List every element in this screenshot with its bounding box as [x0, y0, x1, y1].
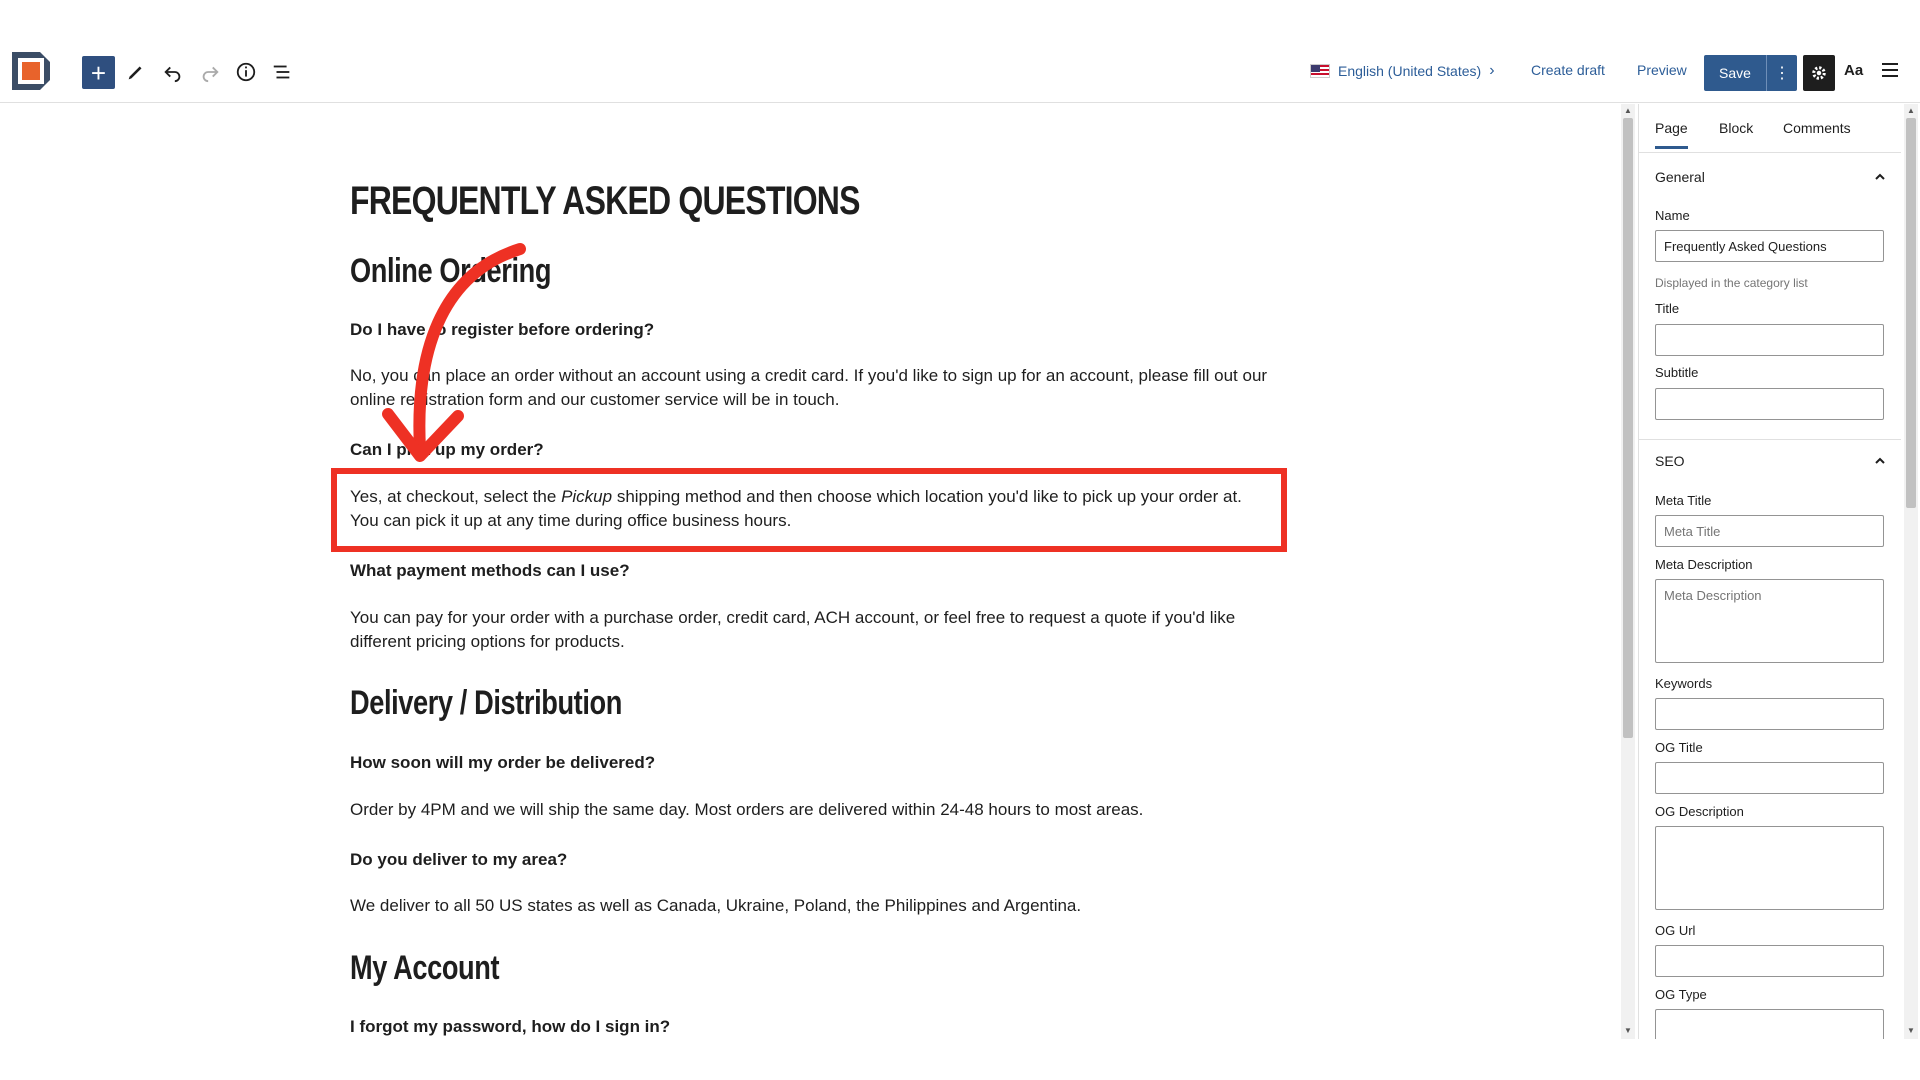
faq-question[interactable]: Do I have to register before ordering?	[350, 320, 655, 339]
general-panel-toggle[interactable]: General	[1655, 169, 1705, 185]
undo-button[interactable]	[157, 56, 189, 88]
save-button[interactable]: Save	[1704, 55, 1766, 91]
name-help-text: Displayed in the category list	[1655, 276, 1808, 290]
language-label: English (United States)	[1338, 63, 1482, 79]
list-view-button[interactable]	[266, 56, 298, 88]
faq-question[interactable]: What payment methods can I use?	[350, 561, 630, 580]
subtitle-label: Subtitle	[1655, 365, 1699, 380]
redo-icon	[199, 61, 221, 83]
tab-comments[interactable]: Comments	[1783, 120, 1851, 136]
language-switcher[interactable]	[1310, 62, 1495, 80]
chevron-up-icon[interactable]	[1873, 454, 1887, 468]
faq-answer[interactable]: No, you can place an order without an account using a credit card. If you'd like to sign up for an account, please fill out our online registration form and our customer service will be in touch.	[350, 366, 1268, 409]
section-heading[interactable]: Delivery / Distribution	[350, 684, 622, 722]
sidebar-tabs	[1639, 104, 1901, 153]
og-type-label: OG Type	[1655, 987, 1707, 1002]
tab-block[interactable]: Block	[1719, 120, 1754, 136]
og-title-label: OG Title	[1655, 740, 1703, 755]
og-url-label: OG Url	[1655, 923, 1696, 938]
more-vertical-icon: ⋮	[1774, 65, 1790, 82]
scroll-down-icon[interactable]: ▼	[1624, 1026, 1632, 1035]
subtitle-input[interactable]	[1655, 388, 1884, 420]
pencil-icon	[125, 61, 147, 83]
seo-panel-toggle[interactable]: SEO	[1655, 453, 1685, 469]
faq-answer-highlighted[interactable]: Yes, at checkout, select the Pickup shipping method and then choose which location you'd like to pick up your order at. You can pick it up at any time during office business hours.	[350, 487, 1242, 530]
edit-tool-button[interactable]	[120, 56, 152, 88]
section-heading[interactable]: Online Ordering	[350, 252, 552, 290]
sidebar-scrollbar[interactable]	[1904, 104, 1918, 1039]
faq-question[interactable]: How soon will my order be delivered?	[350, 753, 656, 772]
scroll-up-icon[interactable]: ▲	[1907, 106, 1915, 115]
og-description-textarea[interactable]	[1655, 826, 1884, 910]
og-title-input[interactable]	[1655, 762, 1884, 794]
keywords-input[interactable]	[1655, 698, 1884, 730]
meta-title-input[interactable]: Meta Title	[1655, 515, 1884, 547]
meta-description-textarea[interactable]: Meta Description	[1655, 579, 1884, 663]
highlight-annotation-box	[331, 468, 1287, 552]
settings-sidebar	[1638, 104, 1920, 1039]
meta-title-label: Meta Title	[1655, 493, 1712, 508]
editor-header	[0, 0, 1920, 103]
canvas-scrollbar[interactable]	[1621, 104, 1635, 1039]
keywords-label: Keywords	[1655, 676, 1713, 691]
annotation-arrow-icon	[370, 234, 540, 464]
typography-button[interactable]: Aa	[1844, 62, 1864, 79]
info-icon	[235, 61, 257, 83]
settings-button[interactable]	[1803, 55, 1835, 91]
tab-page[interactable]: Page	[1655, 120, 1688, 149]
scroll-down-icon[interactable]: ▼	[1907, 1026, 1915, 1035]
us-flag-icon	[1310, 64, 1330, 78]
faq-answer[interactable]: You can pay for your order with a purchase order, credit card, ACH account, or feel free to request a quote if you'd like different pricing options for products.	[350, 608, 1236, 651]
og-type-input[interactable]	[1655, 1009, 1884, 1039]
faq-question[interactable]: Can I pick up my order?	[350, 440, 544, 459]
title-input[interactable]	[1655, 324, 1884, 356]
hamburger-icon	[1882, 60, 1902, 80]
details-button[interactable]	[230, 56, 262, 88]
faq-question[interactable]: Do you deliver to my area?	[350, 850, 568, 869]
redo-button[interactable]	[194, 56, 226, 88]
chevron-right-icon: ›	[1489, 62, 1495, 79]
chevron-up-icon[interactable]	[1873, 170, 1887, 184]
faq-answer[interactable]: We deliver to all 50 US states as well as Canada, Ukraine, Poland, the Philippines and Argentina.	[350, 896, 1082, 915]
faq-question[interactable]: I forgot my password, how do I sign in?	[350, 1017, 671, 1036]
create-draft-button[interactable]: Create draft	[1531, 62, 1605, 78]
faq-answer[interactable]: Order by 4PM and we will ship the same day. Most orders are delivered within 24-48 hours to most areas.	[350, 800, 1144, 819]
preview-button[interactable]: Preview	[1637, 62, 1687, 78]
panel-divider	[1639, 439, 1901, 440]
page-heading[interactable]: FREQUENTLY ASKED QUESTIONS	[350, 179, 860, 223]
editor-canvas[interactable]	[0, 104, 1620, 1039]
options-menu-button[interactable]	[1882, 60, 1902, 80]
name-input[interactable]: Frequently Asked Questions	[1655, 230, 1884, 262]
canvas-scroll-thumb[interactable]	[1623, 118, 1633, 738]
section-heading[interactable]: My Account	[350, 949, 500, 987]
meta-description-label: Meta Description	[1655, 557, 1753, 572]
undo-icon	[162, 61, 184, 83]
save-options-button[interactable]	[1766, 55, 1797, 91]
app-logo[interactable]	[12, 52, 50, 90]
list-view-icon	[271, 61, 293, 83]
add-block-button[interactable]: +	[82, 56, 115, 89]
sidebar-scroll-thumb[interactable]	[1906, 118, 1916, 508]
title-label: Title	[1655, 301, 1680, 316]
scroll-up-icon[interactable]: ▲	[1624, 106, 1632, 115]
og-description-label: OG Description	[1655, 804, 1744, 819]
og-url-input[interactable]	[1655, 945, 1884, 977]
name-label: Name	[1655, 208, 1690, 223]
gear-icon	[1810, 64, 1828, 82]
